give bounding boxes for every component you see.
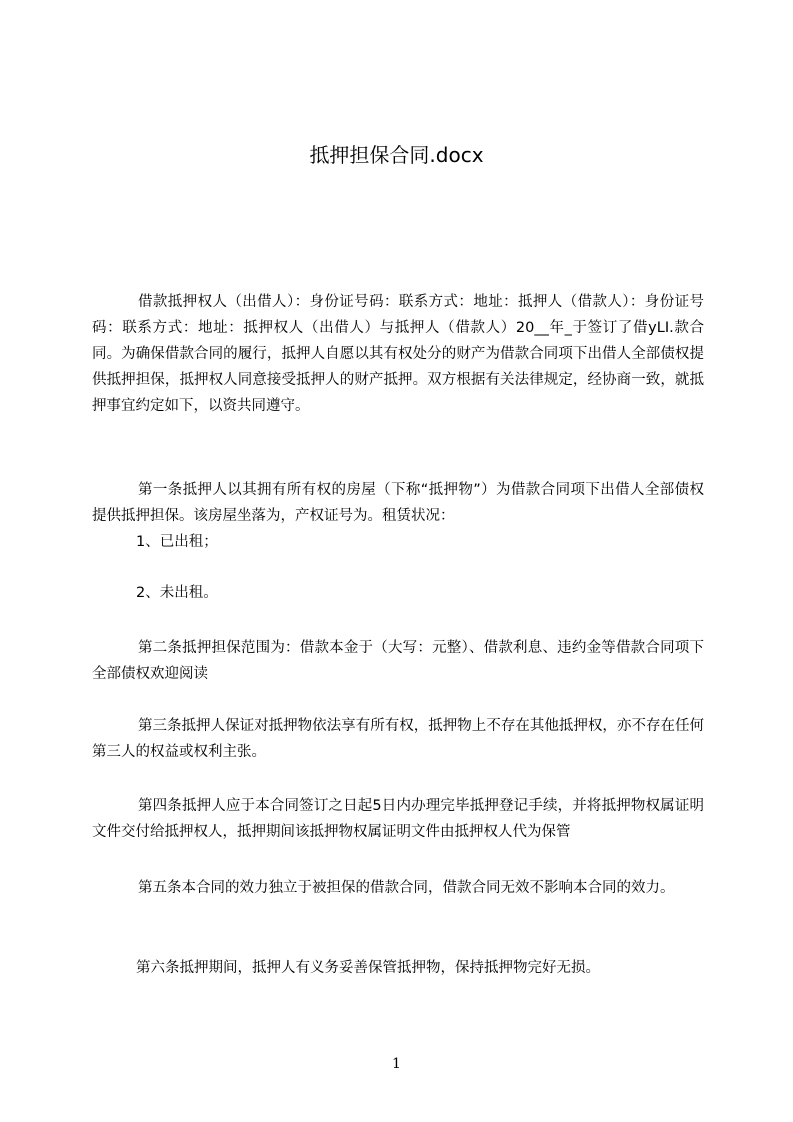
document-title: 抵押担保合同.docx (309, 143, 484, 167)
page-number: 1 (392, 1056, 401, 1072)
paragraph-article-1: 第一条抵押人以其拥有所有权的房屋（下称“抵押物”）为借款合同项下出借人全部债权提供抵押担保。该房屋坐落为，产权证号为。租赁状况： (92, 482, 704, 524)
list-item-rented: 1、已出租； (136, 534, 218, 550)
paragraph-article-5: 第五条本合同的效力独立于被担保的借款合同，借款合同无效不影响本合同的效力。 (138, 880, 675, 896)
paragraph-article-2: 第二条抵押担保范围为：借款本金于（大写：元整）、借款利息、违约金等借款合同项下全部债权欢迎阅读 (92, 640, 704, 682)
paragraph-article-4: 第四条抵押人应于本合同签订之日起5日内办理完毕抵押登记手续，并将抵押物权属证明文件交付给抵押权人，抵押期间该抵押物权属证明文件由抵押权人代为保管 (92, 798, 704, 840)
paragraph-preamble: 借款抵押权人（出借人）：身份证号码：联系方式：地址：抵押人（借款人）：身份证号码：联系方式：地址：抵押权人（出借人）与抵押人（借款人）20__年_于签订了借yLI.款合同。为确保借款合同的履行，抵押人自愿以其有权处分的财产为借款合同项下出借人全部债权提供抵押担保，抵押权人同意接受抵押人的财产抵押。双方根据有关法律规定，经协商一致，就抵押事宜约定如下，以资共同遵守。 (92, 294, 704, 414)
paragraph-article-6: 第六条抵押期间，抵押人有义务妥善保管抵押物，保持抵押物完好无损。 (136, 960, 600, 976)
list-item-not-rented: 2、未出租。 (136, 585, 218, 601)
paragraph-article-3: 第三条抵押人保证对抵押物依法享有所有权，抵押物上不存在其他抵押权，亦不存在任何第三人的权益或权利主张。 (92, 718, 704, 760)
